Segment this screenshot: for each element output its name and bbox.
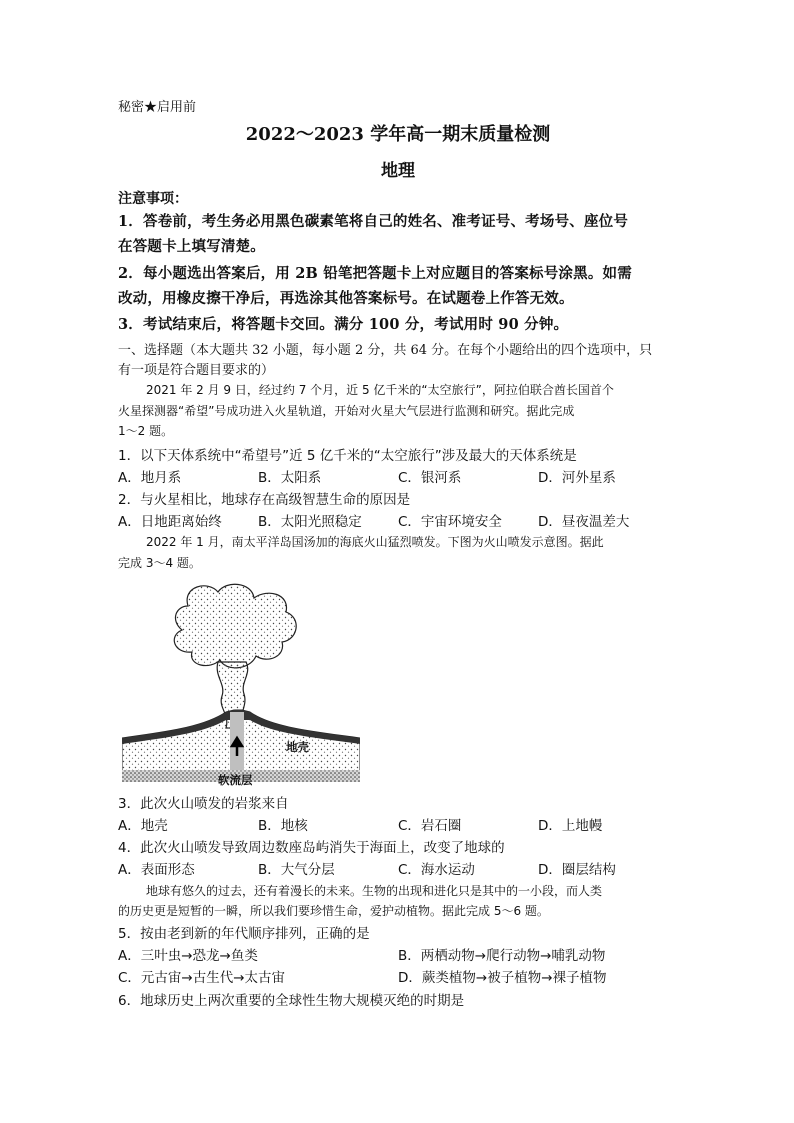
- option-a: A．表面形态: [118, 862, 195, 878]
- confidential-mark: 秘密★启用前: [118, 100, 197, 115]
- option-b: B．两栖动物→爬行动物→哺乳动物: [398, 948, 606, 964]
- asthenosphere-label: 软流层: [218, 773, 253, 786]
- passage-line: 完成 3～4 题。: [118, 556, 201, 570]
- option-b: B．大气分层: [258, 862, 335, 878]
- option-c: C．宇宙环境安全: [398, 514, 502, 530]
- option-a: A．日地距离始终: [118, 514, 222, 530]
- volcano-eruption-figure: [122, 580, 360, 786]
- option-a: A．地壳: [118, 818, 168, 834]
- notice-line: 在答题卡上填写清楚。: [118, 238, 265, 255]
- option-d: D．上地幔: [538, 818, 603, 834]
- crust-label: 地壳: [286, 740, 309, 754]
- notice-heading: 注意事项：: [118, 191, 188, 207]
- option-d: D．蕨类植物→被子植物→裸子植物: [398, 970, 607, 986]
- option-a: A．三叶虫→恐龙→鱼类: [118, 948, 258, 964]
- section-instruction: 有一项是符合题目要求的）: [118, 363, 275, 378]
- notice-line: 1．答卷前，考生务必用黑色碳素笔将自己的姓名、准考证号、考场号、座位号: [118, 213, 629, 230]
- subject-title: 地理: [381, 161, 415, 181]
- option-c: C．元古宙→古生代→太古宙: [118, 970, 286, 986]
- option-d: D．圈层结构: [538, 862, 616, 878]
- passage-line: 的历史更是短暂的一瞬，所以我们要珍惜生命，爱护动植物。据此完成 5～6 题。: [118, 904, 549, 918]
- option-d: D．昼夜温差大: [538, 514, 630, 530]
- passage-line: 2022 年 1 月，南太平洋岛国汤加的海底火山猛烈喷发。下图为火山喷发示意图。据此: [146, 535, 604, 549]
- option-b: B．太阳系: [258, 470, 322, 486]
- option-c: C．银河系: [398, 470, 462, 486]
- question-stem: 1．以下天体系统中“希望号”近 5 亿千米的“太空旅行”涉及最大的天体系统是: [118, 448, 577, 464]
- notice-line: 2．每小题选出答案后，用 2B 铅笔把答题卡上对应题目的答案标号涂黑。如需: [118, 265, 632, 282]
- option-c: C．岩石圈: [398, 818, 462, 834]
- option-b: B．地核: [258, 818, 308, 834]
- question-stem: 5．按由老到新的年代顺序排列，正确的是: [118, 926, 370, 942]
- question-stem: 6．地球历史上两次重要的全球性生物大规模灭绝的时期是: [118, 993, 465, 1009]
- notice-line: 3．考试结束后，将答题卡交回。满分 100 分，考试用时 90 分钟。: [118, 316, 569, 333]
- option-c: C．海水运动: [398, 862, 475, 878]
- notice-line: 改动，用橡皮擦干净后，再选涂其他答案标号。在试题卷上作答无效。: [118, 290, 574, 307]
- ash-cloud: [174, 584, 296, 728]
- passage-line: 火星探测器“希望”号成功进入火星轨道，开始对火星大气层进行监测和研究。据此完成: [118, 404, 575, 418]
- question-stem: 2．与火星相比，地球存在高级智慧生命的原因是: [118, 492, 411, 508]
- passage-line: 地球有悠久的过去，还有着漫长的未来。生物的出现和进化只是其中的一小段，而人类: [146, 884, 603, 898]
- passage-line: 1～2 题。: [118, 424, 174, 438]
- question-stem: 4．此次火山喷发导致周边数座岛屿消失于海面上，改变了地球的: [118, 840, 505, 856]
- section-instruction: 一、选择题（本大题共 32 小题，每小题 2 分，共 64 分。在每个小题给出的四个选项中，只: [118, 343, 653, 358]
- option-b: B．太阳光照稳定: [258, 514, 362, 530]
- exam-title: 2022～2023 学年高一期末质量检测: [245, 124, 551, 145]
- passage-line: 2021 年 2 月 9 日，经过约 7 个月，近 5 亿千米的“太空旅行”，阿拉伯联合酋长国首个: [146, 383, 614, 397]
- option-a: A．地月系: [118, 470, 182, 486]
- question-stem: 3．此次火山喷发的岩浆来自: [118, 796, 289, 812]
- option-d: D．河外星系: [538, 470, 616, 486]
